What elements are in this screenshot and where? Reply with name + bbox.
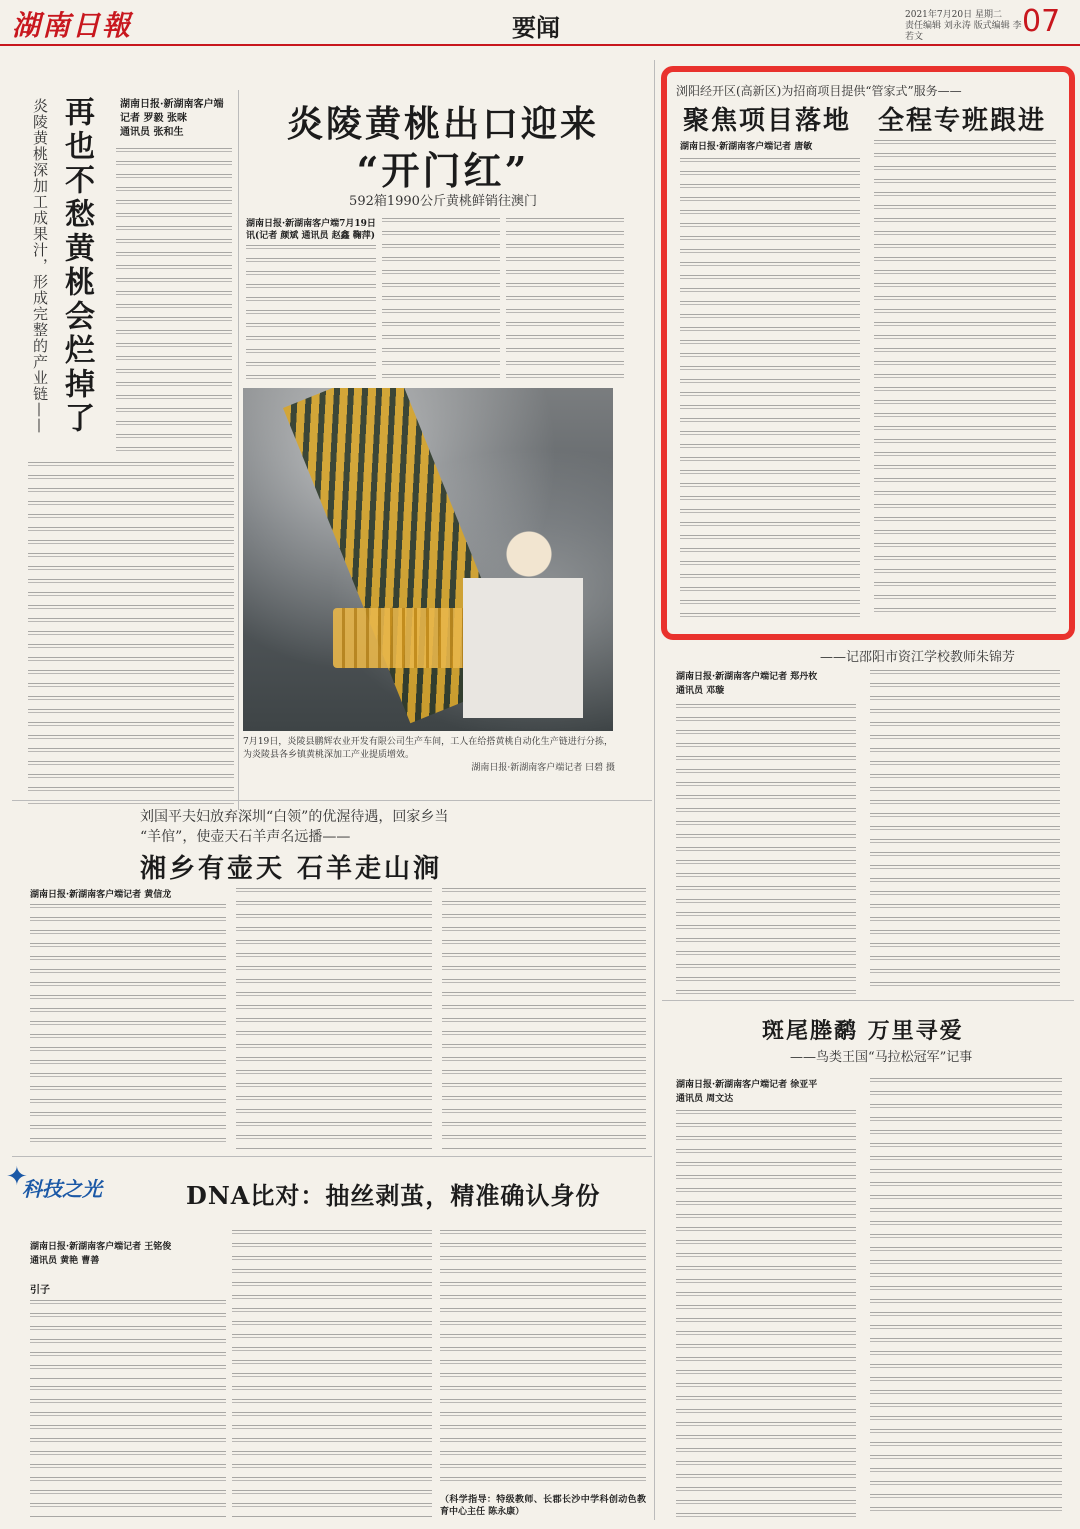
- right-mid-byline: 湖南日报·新湖南客户端记者 郑丹枚 通讯员 邓璇: [676, 672, 818, 696]
- divider: [238, 90, 239, 810]
- right-top-byline: 湖南日报·新湖南客户端记者 唐敏: [680, 142, 813, 152]
- bird-body-col1: [676, 1110, 856, 1518]
- page-number: 07: [1022, 4, 1061, 39]
- center-body-col1: [246, 245, 376, 383]
- photo-caption: 7月19日，炎陵县鹏辉农业开发有限公司生产车间，工人在给搭黄桃自动化生产链进行分拣，为炎陵县各乡镇黄桃深加工产业提质增效。: [243, 737, 613, 760]
- science-intro: [30, 1300, 226, 1380]
- goat-body-col2: [236, 888, 432, 1150]
- science-footer: （科学指导：特级教师、长郡长沙中学科创动色教育中心主任 陈永康）: [440, 1495, 646, 1517]
- newspaper-logo: 湖南日報: [12, 9, 133, 42]
- science-intro-label: 引子: [30, 1285, 50, 1296]
- right-mid-body-col2: [870, 670, 1060, 994]
- right-mid-body-col1: [676, 704, 856, 994]
- right-top-kicker: 浏阳经开区(高新区)为招商项目提供“管家式”服务——: [676, 84, 962, 98]
- science-body-col2: [232, 1230, 432, 1518]
- goat-headline: 湘乡有壶天 石羊走山涧: [140, 854, 443, 884]
- center-subhead: 592箱1990公斤黄桃鲜销往澳门: [349, 194, 537, 209]
- bird-byline: 湖南日报·新湖南客户端记者 徐亚平 通讯员 周文达: [676, 1080, 818, 1104]
- divider: [654, 60, 655, 1520]
- divider: [12, 1156, 652, 1157]
- science-body-col3: [440, 1230, 646, 1490]
- left-story-headline: 再也不愁黄桃会烂掉了: [59, 96, 94, 436]
- science-body-col1: [30, 1386, 226, 1518]
- peach-factory-photo: [243, 388, 613, 731]
- masthead: [0, 0, 1080, 46]
- goat-kicker: 刘国平夫妇放弃深圳“白领”的优渥待遇，回家乡当: [140, 809, 449, 825]
- bird-headline: 斑尾塍鹬 万里寻爱: [762, 1018, 964, 1044]
- goat-body-col1: [30, 904, 226, 1150]
- divider: [662, 1000, 1074, 1001]
- right-top-headline-a: 聚焦项目落地: [683, 106, 852, 136]
- right-top-body-col1: [680, 158, 860, 618]
- goat-kicker-line2: “羊倌”，使壶天石羊声名远播——: [140, 829, 351, 845]
- editors-text: 责任编辑 刘永涛 版式编辑 李若文: [905, 21, 1022, 42]
- science-byline: 湖南日报·新湖南客户端记者 王铭俊 通讯员 黄艳 曹善: [30, 1242, 172, 1266]
- section-title: 要闻: [512, 13, 560, 42]
- bird-body-col2: [870, 1078, 1062, 1518]
- center-headline-line2: “开门红”: [356, 148, 530, 193]
- left-story-byline: 湖南日报·新湖南客户端 记者 罗毅 张咪 通讯员 张和生: [120, 99, 224, 138]
- date-text: 2021年7月20日 星期二: [905, 10, 1002, 20]
- right-top-headline-b: 全程专班跟进: [878, 106, 1047, 136]
- divider: [12, 800, 652, 801]
- right-mid-subtitle: ——记邵阳市资江学校教师朱锦芳: [820, 650, 1016, 665]
- left-story-body-lower: [28, 462, 234, 808]
- goat-byline: 湖南日报·新湖南客户端记者 黄信龙: [30, 890, 172, 900]
- star-icon: ✦: [6, 1162, 28, 1192]
- issue-date: [905, 10, 1025, 43]
- right-top-body-col2: [874, 140, 1056, 618]
- center-headline: 炎陵黄桃出口迎来: [286, 103, 599, 145]
- bird-subtitle: ——鸟类王国“马拉松冠军”记事: [790, 1050, 973, 1065]
- photo-worker: [463, 518, 583, 718]
- goat-body-col3: [442, 888, 646, 1150]
- center-body-col3: [506, 218, 624, 383]
- center-body-col2: [382, 218, 500, 383]
- science-column-tag: 科技之光: [22, 1177, 102, 1201]
- center-byline: 湖南日报·新湖南客户端7月19日讯(记者 颜斌 通讯员 赵鑫 鞠萍): [246, 219, 376, 241]
- photo-credit: 湖南日报·新湖南客户端记者 曰碧 摄: [471, 763, 615, 773]
- left-story-body: [116, 148, 232, 460]
- left-story-kicker: 炎陵黄桃深加工成果汁，形成完整的产业链——: [31, 98, 49, 434]
- science-headline: DNA比对：抽丝剥茧，精准确认身份: [186, 1181, 601, 1210]
